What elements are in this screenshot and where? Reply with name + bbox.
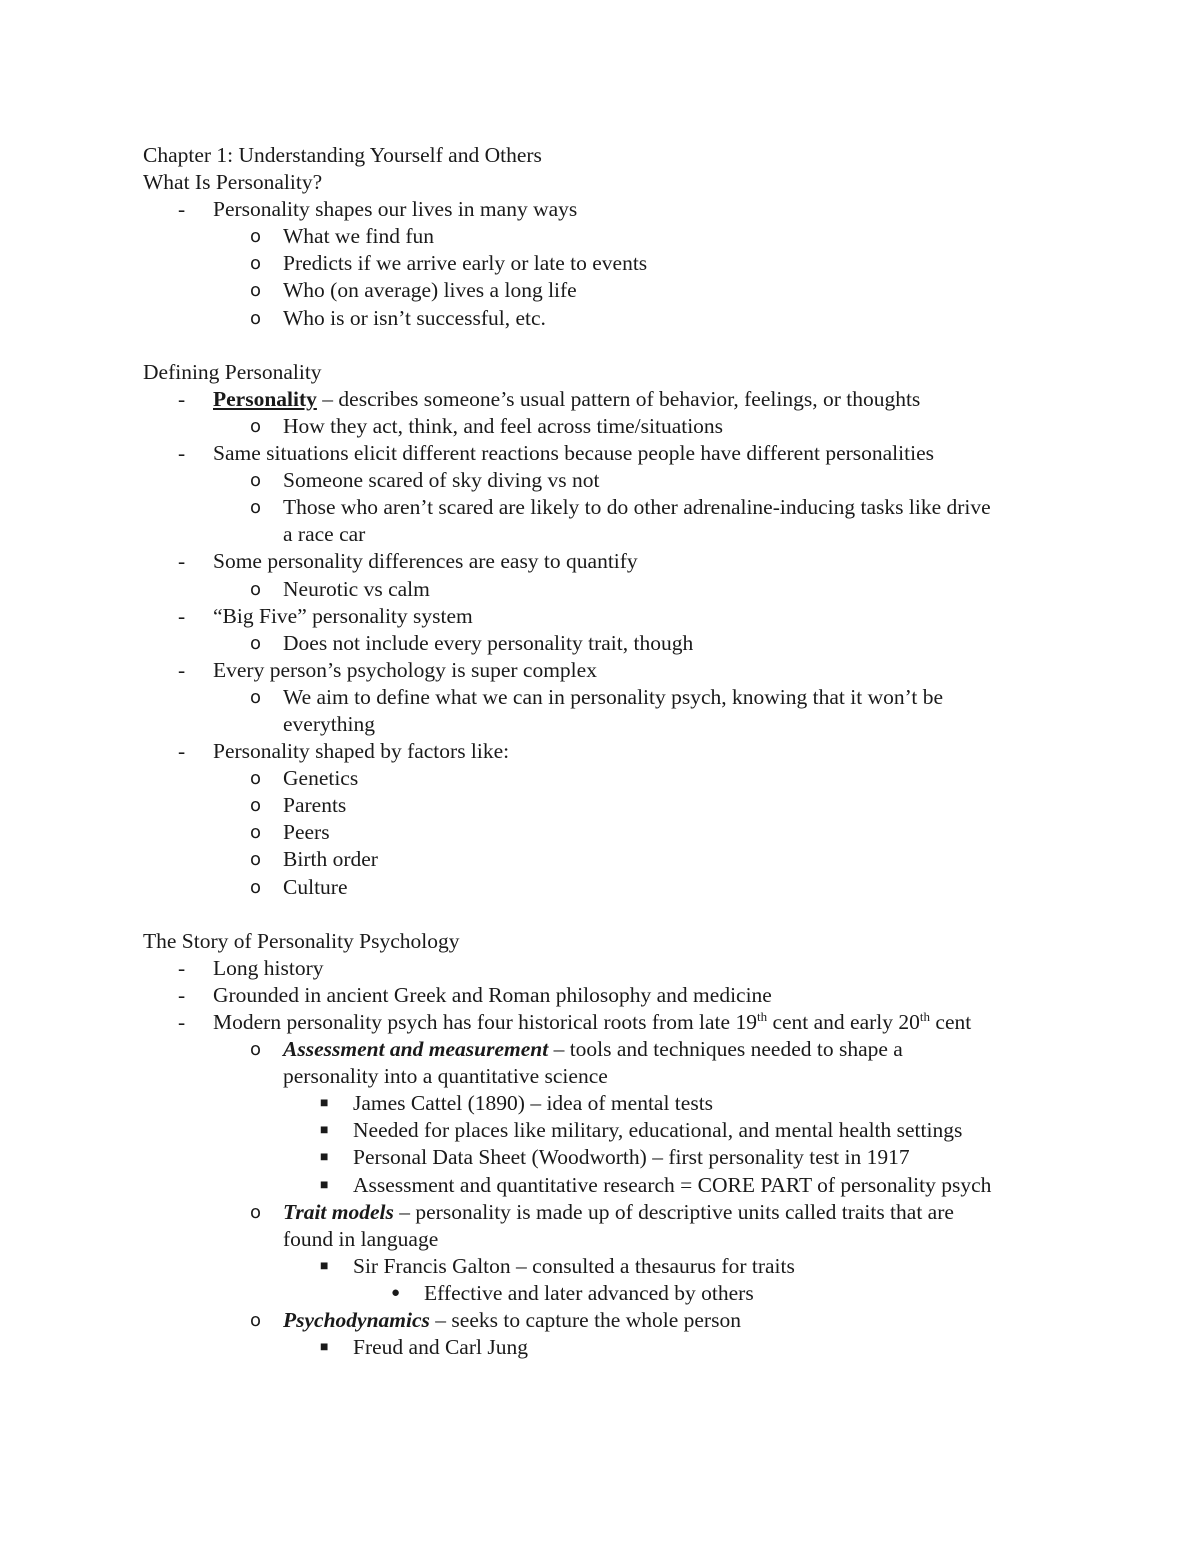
- document-title: Chapter 1: Understanding Yourself and Others: [143, 143, 542, 167]
- list-item: o Those who aren’t scared are likely to do other adrenaline-inducing tasks like drive: [143, 494, 1143, 521]
- list-item: o Psychodynamics – seeks to capture the whole person: [143, 1307, 1143, 1334]
- list-item: - Personality – describes someone’s usual pattern of behavior, feelings, or thoughts: [143, 386, 1143, 413]
- list-item: o Trait models – personality is made up of descriptive units called traits that are: [143, 1199, 1143, 1226]
- key-term: Trait models: [283, 1199, 394, 1224]
- circle-bullet: o: [250, 253, 262, 275]
- section-heading-story-of-personality-psychology: The Story of Personality Psychology: [143, 928, 460, 953]
- circle-bullet: o: [250, 280, 262, 302]
- square-bullet: ■: [320, 1177, 329, 1193]
- list-item: ■ Needed for places like military, educational, and mental health settings: [143, 1117, 1143, 1144]
- list-item: o Predicts if we arrive early or late to events: [143, 250, 1143, 277]
- dash-bullet: -: [178, 441, 186, 466]
- circle-bullet: o: [250, 1201, 262, 1223]
- square-bullet: ■: [320, 1150, 329, 1166]
- dot-bullet: ●: [391, 1284, 401, 1301]
- list-item: o Someone scared of sky diving vs not: [143, 467, 1143, 494]
- list-item: - Some personality differences are easy to quantify: [143, 548, 1143, 575]
- list-item: - Grounded in ancient Greek and Roman philosophy and medicine: [143, 982, 1143, 1009]
- list-item: o Peers: [143, 819, 1143, 846]
- list-item: o Does not include every personality trait, though: [143, 630, 1143, 657]
- list-item: ■ Freud and Carl Jung: [143, 1334, 1143, 1361]
- list-item: o Neurotic vs calm: [143, 576, 1143, 603]
- circle-bullet: o: [250, 768, 262, 790]
- list-item: o Genetics: [143, 765, 1143, 792]
- list-item: o Assessment and measurement – tools and techniques needed to shape a: [143, 1036, 1143, 1063]
- list-item: ■ Assessment and quantitative research = CORE PART of personality psych: [143, 1172, 1143, 1199]
- circle-bullet: o: [250, 470, 262, 492]
- list-item: - Modern personality psych has four historical roots from late 19th cent and early 20th cent: [143, 1009, 1143, 1036]
- list-item: o We aim to define what we can in personality psych, knowing that it won’t be: [143, 684, 1143, 711]
- blank-line: [143, 332, 1143, 359]
- list-item: o What we find fun: [143, 223, 1143, 250]
- list-item-continuation: found in language: [283, 1226, 439, 1251]
- dash-bullet: -: [178, 549, 186, 574]
- key-term: Psychodynamics: [283, 1308, 430, 1333]
- circle-bullet: o: [250, 226, 262, 248]
- list-item-continuation: personality into a quantitative science: [283, 1064, 608, 1089]
- section-heading-what-is-personality: What Is Personality?: [143, 170, 323, 195]
- dash-bullet: -: [178, 657, 186, 682]
- dash-bullet: -: [178, 1010, 186, 1034]
- circle-bullet: o: [250, 497, 262, 519]
- square-bullet: ■: [320, 1258, 329, 1274]
- list-item: o How they act, think, and feel across time/situations: [143, 413, 1143, 440]
- circle-bullet: o: [250, 632, 262, 654]
- circle-bullet: o: [250, 795, 262, 817]
- list-item: ■ Sir Francis Galton – consulted a thesaurus for traits: [143, 1253, 1143, 1280]
- key-term: Assessment and measurement: [283, 1037, 549, 1062]
- list-item: - Personality shapes our lives in many ways: [143, 196, 1143, 223]
- list-item: o Birth order: [143, 846, 1143, 873]
- document-page: [143, 142, 1143, 1361]
- dash-bullet: -: [178, 603, 186, 628]
- dash-bullet: -: [178, 197, 186, 222]
- section-heading-defining-personality: Defining Personality: [143, 359, 322, 384]
- list-item: - “Big Five” personality system: [143, 603, 1143, 630]
- dash-bullet: -: [178, 982, 186, 1007]
- list-item: ● Effective and later advanced by others: [143, 1280, 1143, 1307]
- list-item: ■ Personal Data Sheet (Woodworth) – first personality test in 1917: [143, 1144, 1143, 1171]
- key-term: Personality: [213, 386, 317, 411]
- list-item: o Who (on average) lives a long life: [143, 277, 1143, 304]
- circle-bullet: o: [250, 822, 262, 844]
- circle-bullet: o: [250, 415, 262, 437]
- dash-bullet: -: [178, 386, 186, 411]
- circle-bullet: o: [250, 849, 262, 871]
- blank-line: [143, 901, 1143, 928]
- circle-bullet: o: [250, 307, 262, 329]
- square-bullet: ■: [320, 1096, 329, 1112]
- square-bullet: ■: [320, 1340, 329, 1356]
- list-item-continuation: everything: [283, 711, 375, 736]
- list-item: - Every person’s psychology is super complex: [143, 657, 1143, 684]
- dash-bullet: -: [178, 739, 186, 764]
- circle-bullet: o: [250, 1039, 262, 1061]
- circle-bullet: o: [250, 1310, 262, 1332]
- circle-bullet: o: [250, 686, 262, 708]
- list-item: - Same situations elicit different reactions because people have different personalities: [143, 440, 1143, 467]
- list-item: - Personality shaped by factors like:: [143, 738, 1143, 765]
- list-item: o Parents: [143, 792, 1143, 819]
- list-item: ■ James Cattel (1890) – idea of mental tests: [143, 1090, 1143, 1117]
- dash-bullet: -: [178, 955, 186, 980]
- circle-bullet: o: [250, 578, 262, 600]
- list-item: - Long history: [143, 955, 1143, 982]
- list-item: o Who is or isn’t successful, etc.: [143, 305, 1143, 332]
- list-item-continuation: a race car: [283, 522, 366, 547]
- square-bullet: ■: [320, 1123, 329, 1139]
- list-item: o Culture: [143, 874, 1143, 901]
- circle-bullet: o: [250, 876, 262, 898]
